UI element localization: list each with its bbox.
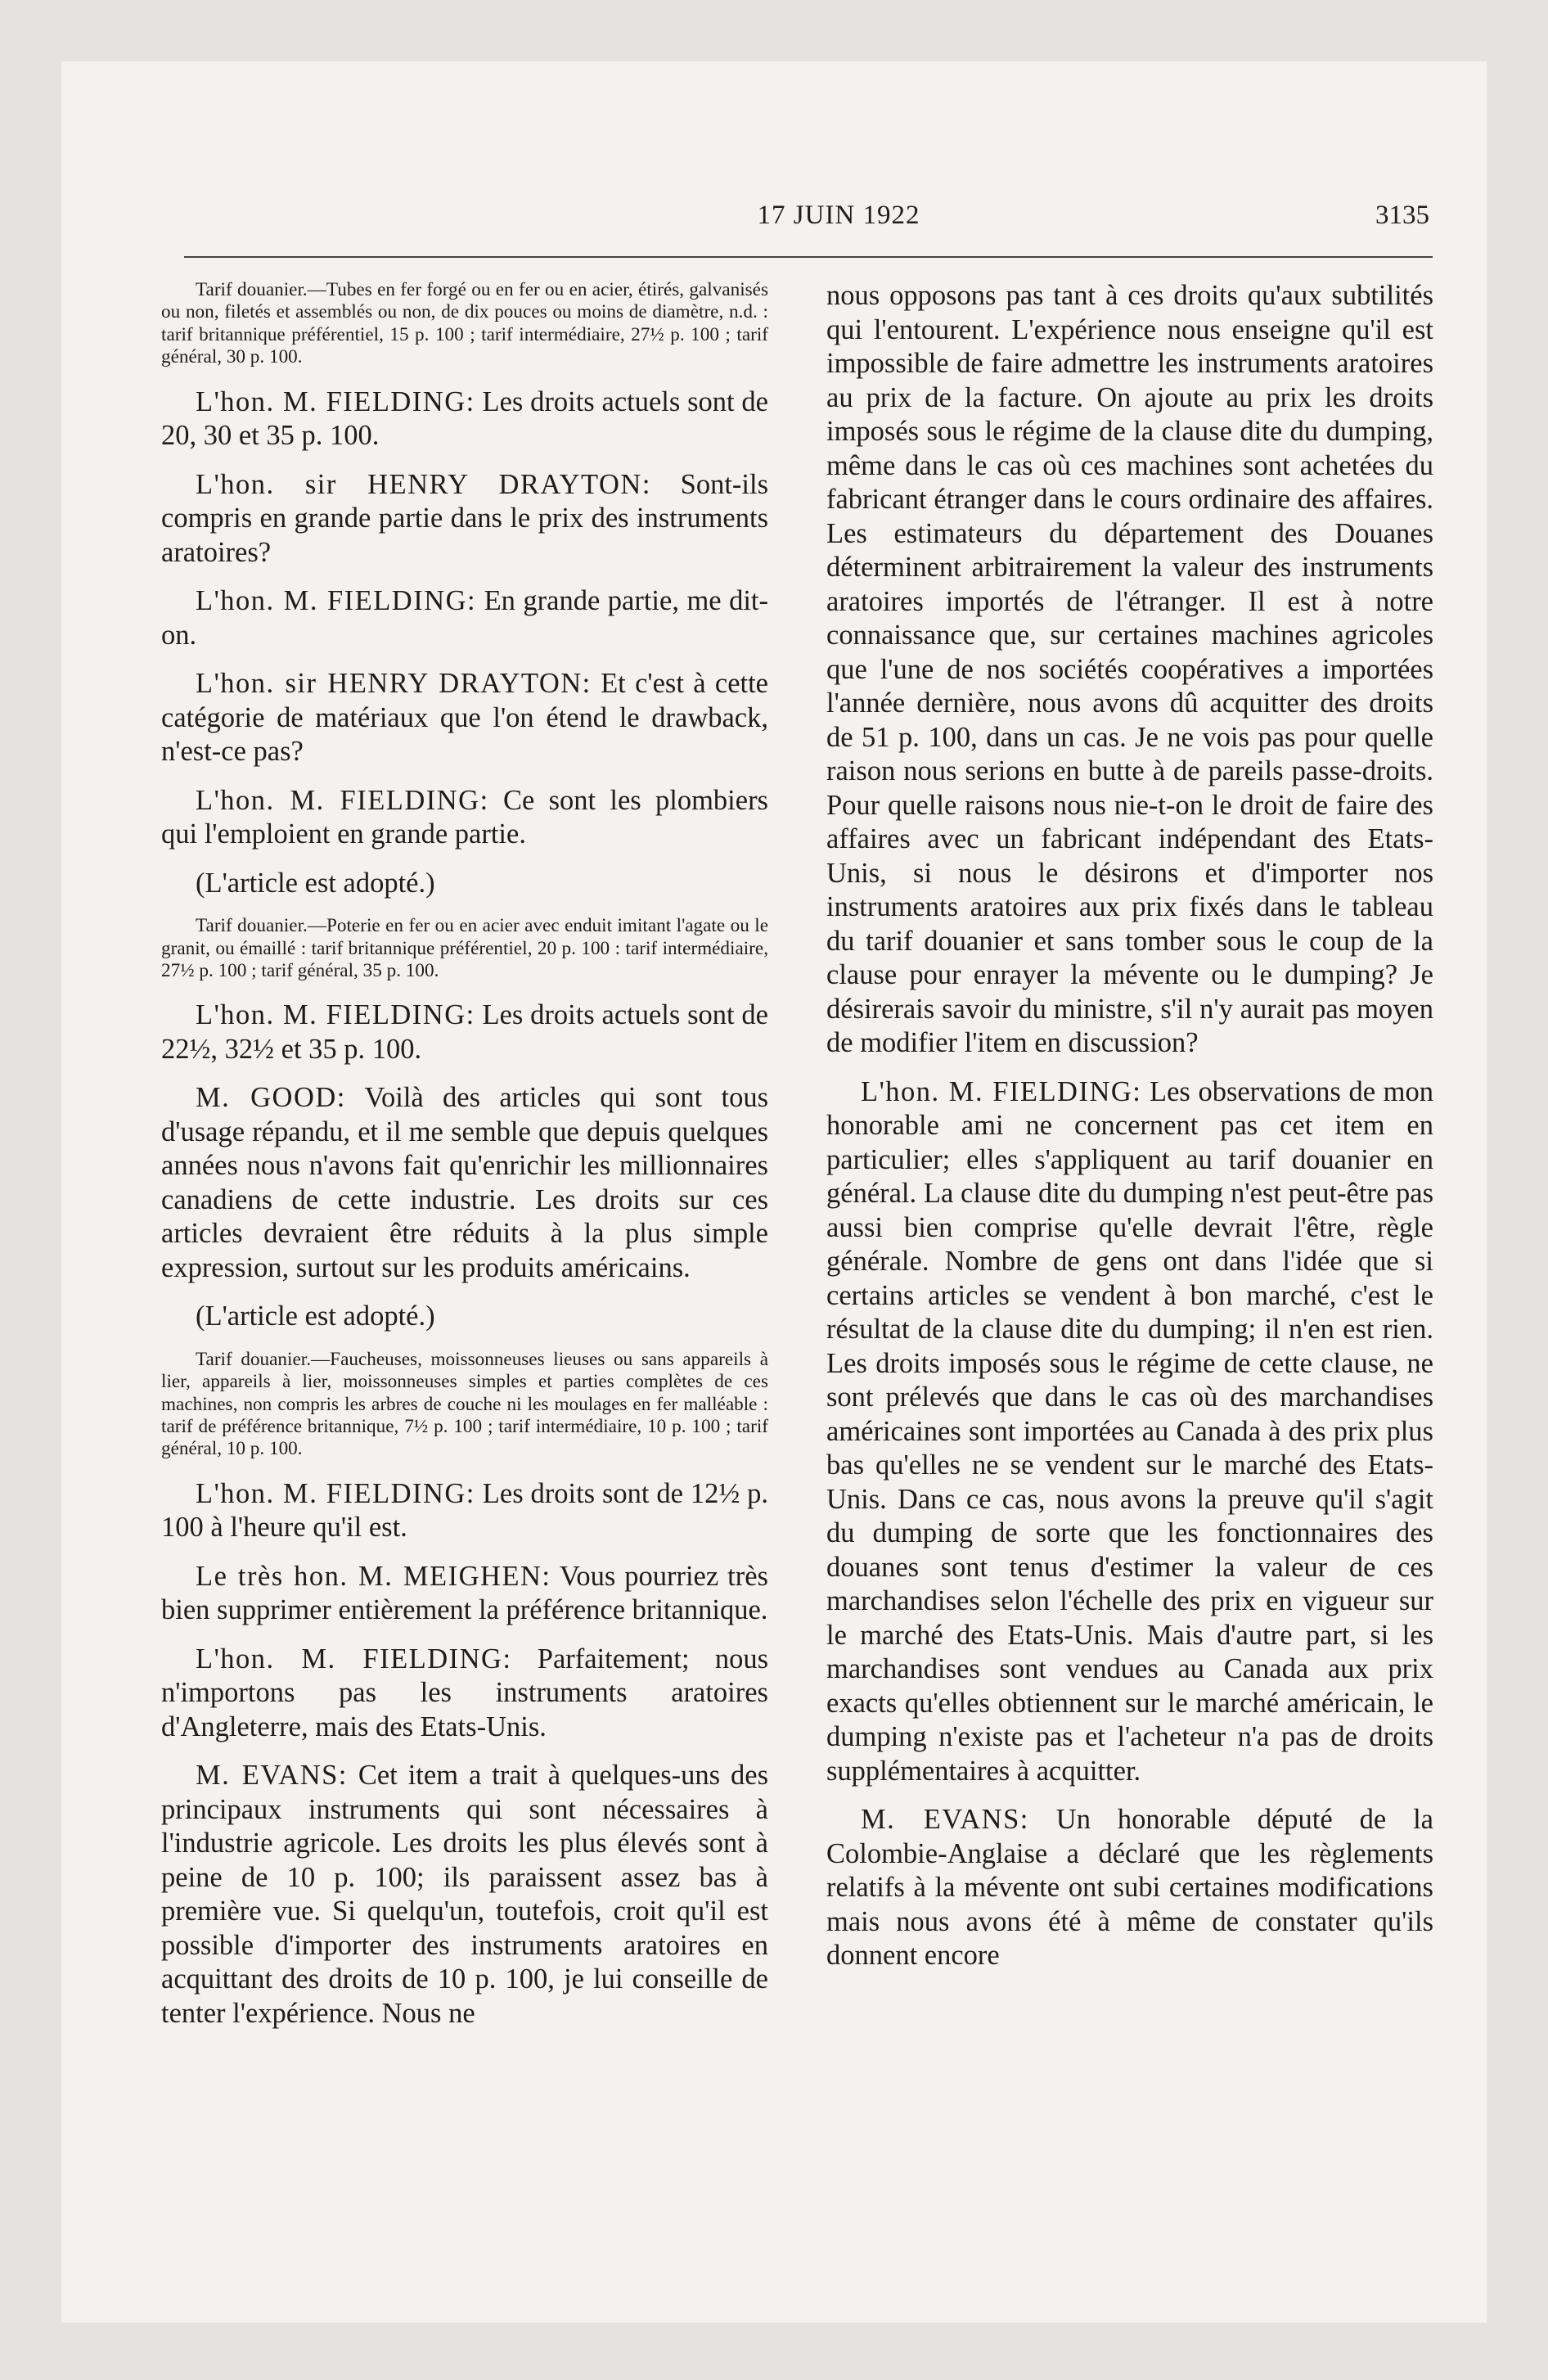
adoption-note: (L'article est adopté.) xyxy=(196,867,435,899)
speech-text: En grande partie, me dit-on. xyxy=(161,585,769,651)
speech-text: Vous pourriez très bien supprimer entièrement la préférence britannique. xyxy=(161,1560,768,1626)
speech-paragraph xyxy=(161,468,768,570)
speech-text: Les droits actuels sont de 20, 30 et 35 p. 100. xyxy=(161,385,768,452)
page-header xyxy=(61,201,1487,233)
speaker-name: M. EVANS: xyxy=(196,1760,348,1792)
adoption-note: (L'article est adopté.) xyxy=(196,1300,435,1332)
speaker-name: M. EVANS: xyxy=(861,1804,1029,1835)
page-date: 17 JUIN 1922 xyxy=(757,201,920,230)
speech-text: Cet item a trait à quelques-uns des principaux instruments qui sont nécessaires à l'industrie agricole. Les droits les plus élevés sont à peine de 10 p. 100; ils paraissent assez bas à première vue. Si quelqu'un, toutefois, croit qu'il est possible d'importer des instruments aratoires en acquittant des droits de 10 p. 100, je lui conseille de tenter l'expérience. Nous ne xyxy=(161,1760,769,2029)
speaker-name: Le très hon. M. MEIGHEN: xyxy=(196,1560,551,1592)
speech-text: Les droits sont de 12½ p. 100 à l'heure qu'il est. xyxy=(161,1477,768,1544)
speech-text: Les droits actuels sont de 22½, 32½ et 35 p. 100. xyxy=(161,999,768,1065)
speech-text: Parfaitement; nous n'importons pas les instruments aratoires d'Angleterre, mais des Etats-Unis. xyxy=(161,1643,768,1742)
speech-paragraph xyxy=(161,667,768,769)
left-column xyxy=(161,279,768,2045)
speech-paragraph xyxy=(161,1081,768,1285)
speaker-name: M. GOOD: xyxy=(196,1082,346,1114)
speech-paragraph xyxy=(161,784,768,852)
speech-text: Les observations de mon honorable ami ne concernent pas cet item en particulier; elles s'appliquent au tarif douanier en général. La clause dite du dumping n'est peut-être pas aussi bien comprise qu'elle devrait l'être, règle générale. Nombre de gens ont dans l'idée que si certains articles se vendent à bon marché, c'est le résultat de la clause dite du dumping; il n'en est rien. Les droits imposés sous le régime de cette clause, ne sont prélevés que dans le cas où des marchandises américaines sont importées au Canada à des prix plus bas qu'elles ne se vendent sur le marché des Etats-Unis. Dans ce cas, nous avons la preuve qu'il s'agit du dumping de sorte que les fonctionnaires des douanes sont tenus d'estimer la valeur de ces marchandises selon l'échelle des prix en vigueur sur le marché des Etats-Unis. Mais d'autre part, si les marchandises sont vendues au Canada aux prix exacts qu'elles obtiennent sur le marché américain, le dumping n'existe pas et l'acheteur n'a pas de droits supplémentaires à acquitter. xyxy=(826,1075,1433,1787)
speech-paragraph xyxy=(161,998,768,1066)
speaker-name: L'hon. M. FIELDING: xyxy=(196,999,475,1031)
speaker-name: L'hon. M. FIELDING: xyxy=(196,385,475,417)
speaker-name: L'hon. M. FIELDING: xyxy=(196,1477,475,1509)
tariff-item: Tarif douanier.—Faucheuses, moissonneuses lieuses ou sans appareils à lier, appareils à lier, moissonneuses simples et parties complètes de ces machines, non compris les arbres de couche ni les moulages en fer malléable : tarif de préférence britannique, 7½ p. 100 ; tarif intermédiaire, 10 p. 100 ; tarif général, 10 p. 100. xyxy=(161,1348,768,1460)
continued-paragraph: nous opposons pas tant à ces droits qu'aux subtilités qui l'entourent. L'expérience nous enseigne qu'il est impossible de faire admettre les instruments aratoires au prix de la facture. On ajoute au prix les droits imposés sous le régime de la clause dite du dumping, même dans le cas où ces machines sont achetées du fabricant étranger dans le cours ordinaire des affaires. Les estimateurs du département des Douanes déterminent arbitrairement la valeur des instruments aratoires importés de l'étranger. Il est à notre connaissance que, sur certaines machines agricoles que l'une de nos sociétés coopératives a importées l'année dernière, nous avons dû acquitter des droits de 51 p. 100, dans un cas. Je ne vois pas pour quelle raison nous serions en butte à de pareils passe-droits. Pour quelle raisons nous nie-t-on le droit de faire des affaires avec un fabricant indépendant des Etats-Unis, si nous le désirons et d'importer nos instruments aratoires aux prix fixés dans le tableau du tarif douanier et sans tomber sous le coup de la clause pour enrayer la mévente ou le dumping? Je désirerais savoir du ministre, s'il n'y aurait pas moyen de modifier l'item en discussion? xyxy=(826,280,1433,1058)
speech-paragraph xyxy=(161,584,768,652)
speech-text: Ce sont les plombiers qui l'emploient en grande partie. xyxy=(161,784,768,850)
speech-paragraph xyxy=(161,1477,768,1545)
speaker-name: L'hon. M. FIELDING: xyxy=(196,1643,512,1675)
speech-paragraph xyxy=(161,1560,768,1628)
speech-paragraph xyxy=(161,385,768,453)
speaker-name: L'hon. M. FIELDING: xyxy=(196,585,477,617)
speaker-name: L'hon. sir HENRY DRAYTON: xyxy=(196,468,651,500)
page-number: 3135 xyxy=(1375,201,1429,230)
right-column xyxy=(826,279,1433,1988)
speaker-name: L'hon. sir HENRY DRAYTON: xyxy=(196,668,592,700)
speaker-name: L'hon. M. FIELDING: xyxy=(196,784,489,816)
speech-text: Voilà des articles qui sont tous d'usage répandu, et il me semble que depuis quelques années nous n'avons fait qu'enrichir les millionnaires canadiens de cette industrie. Les droits sur ces articles devraient être réduits à la plus simple expression, surtout sur les produits américains. xyxy=(161,1082,768,1283)
speech-paragraph xyxy=(826,1803,1433,1973)
page xyxy=(61,61,1487,2323)
speech-paragraph xyxy=(161,1759,768,2031)
speech-text: Et c'est à cette catégorie de matériaux que l'on étend le drawback, n'est-ce pas? xyxy=(161,668,768,768)
tariff-item: Tarif douanier.—Tubes en fer forgé ou en fer ou en acier, étirés, galvanisés ou non, filetés et assemblés ou non, de dix pouces ou moins de diamètre, n.d. : tarif britannique préférentiel, 15 p. 100 ; tarif intermédiaire, 27½ p. 100 ; tarif général, 30 p. 100. xyxy=(161,279,768,368)
speech-text: Un honorable député de la Colombie-Anglaise a déclaré que les règlements relatifs à la mévente ont subi certaines modifications mais nous avons été à même de constater qu'ils donnent encore xyxy=(826,1804,1433,1971)
speech-paragraph xyxy=(826,1075,1433,1789)
speaker-name: L'hon. M. FIELDING: xyxy=(861,1075,1142,1107)
speech-paragraph xyxy=(161,1643,768,1745)
tariff-item: Tarif douanier.—Poterie en fer ou en acier avec enduit imitant l'agate ou le granit, ou émaillé : tarif britannique préférentiel, 20 p. 100 : tarif intermédiaire, 27½ p. 100 ; tarif général, 35 p. 100. xyxy=(161,915,768,981)
header-rule xyxy=(184,256,1433,258)
speech-text: Sont-ils compris en grande partie dans le prix des instruments aratoires? xyxy=(161,468,768,568)
